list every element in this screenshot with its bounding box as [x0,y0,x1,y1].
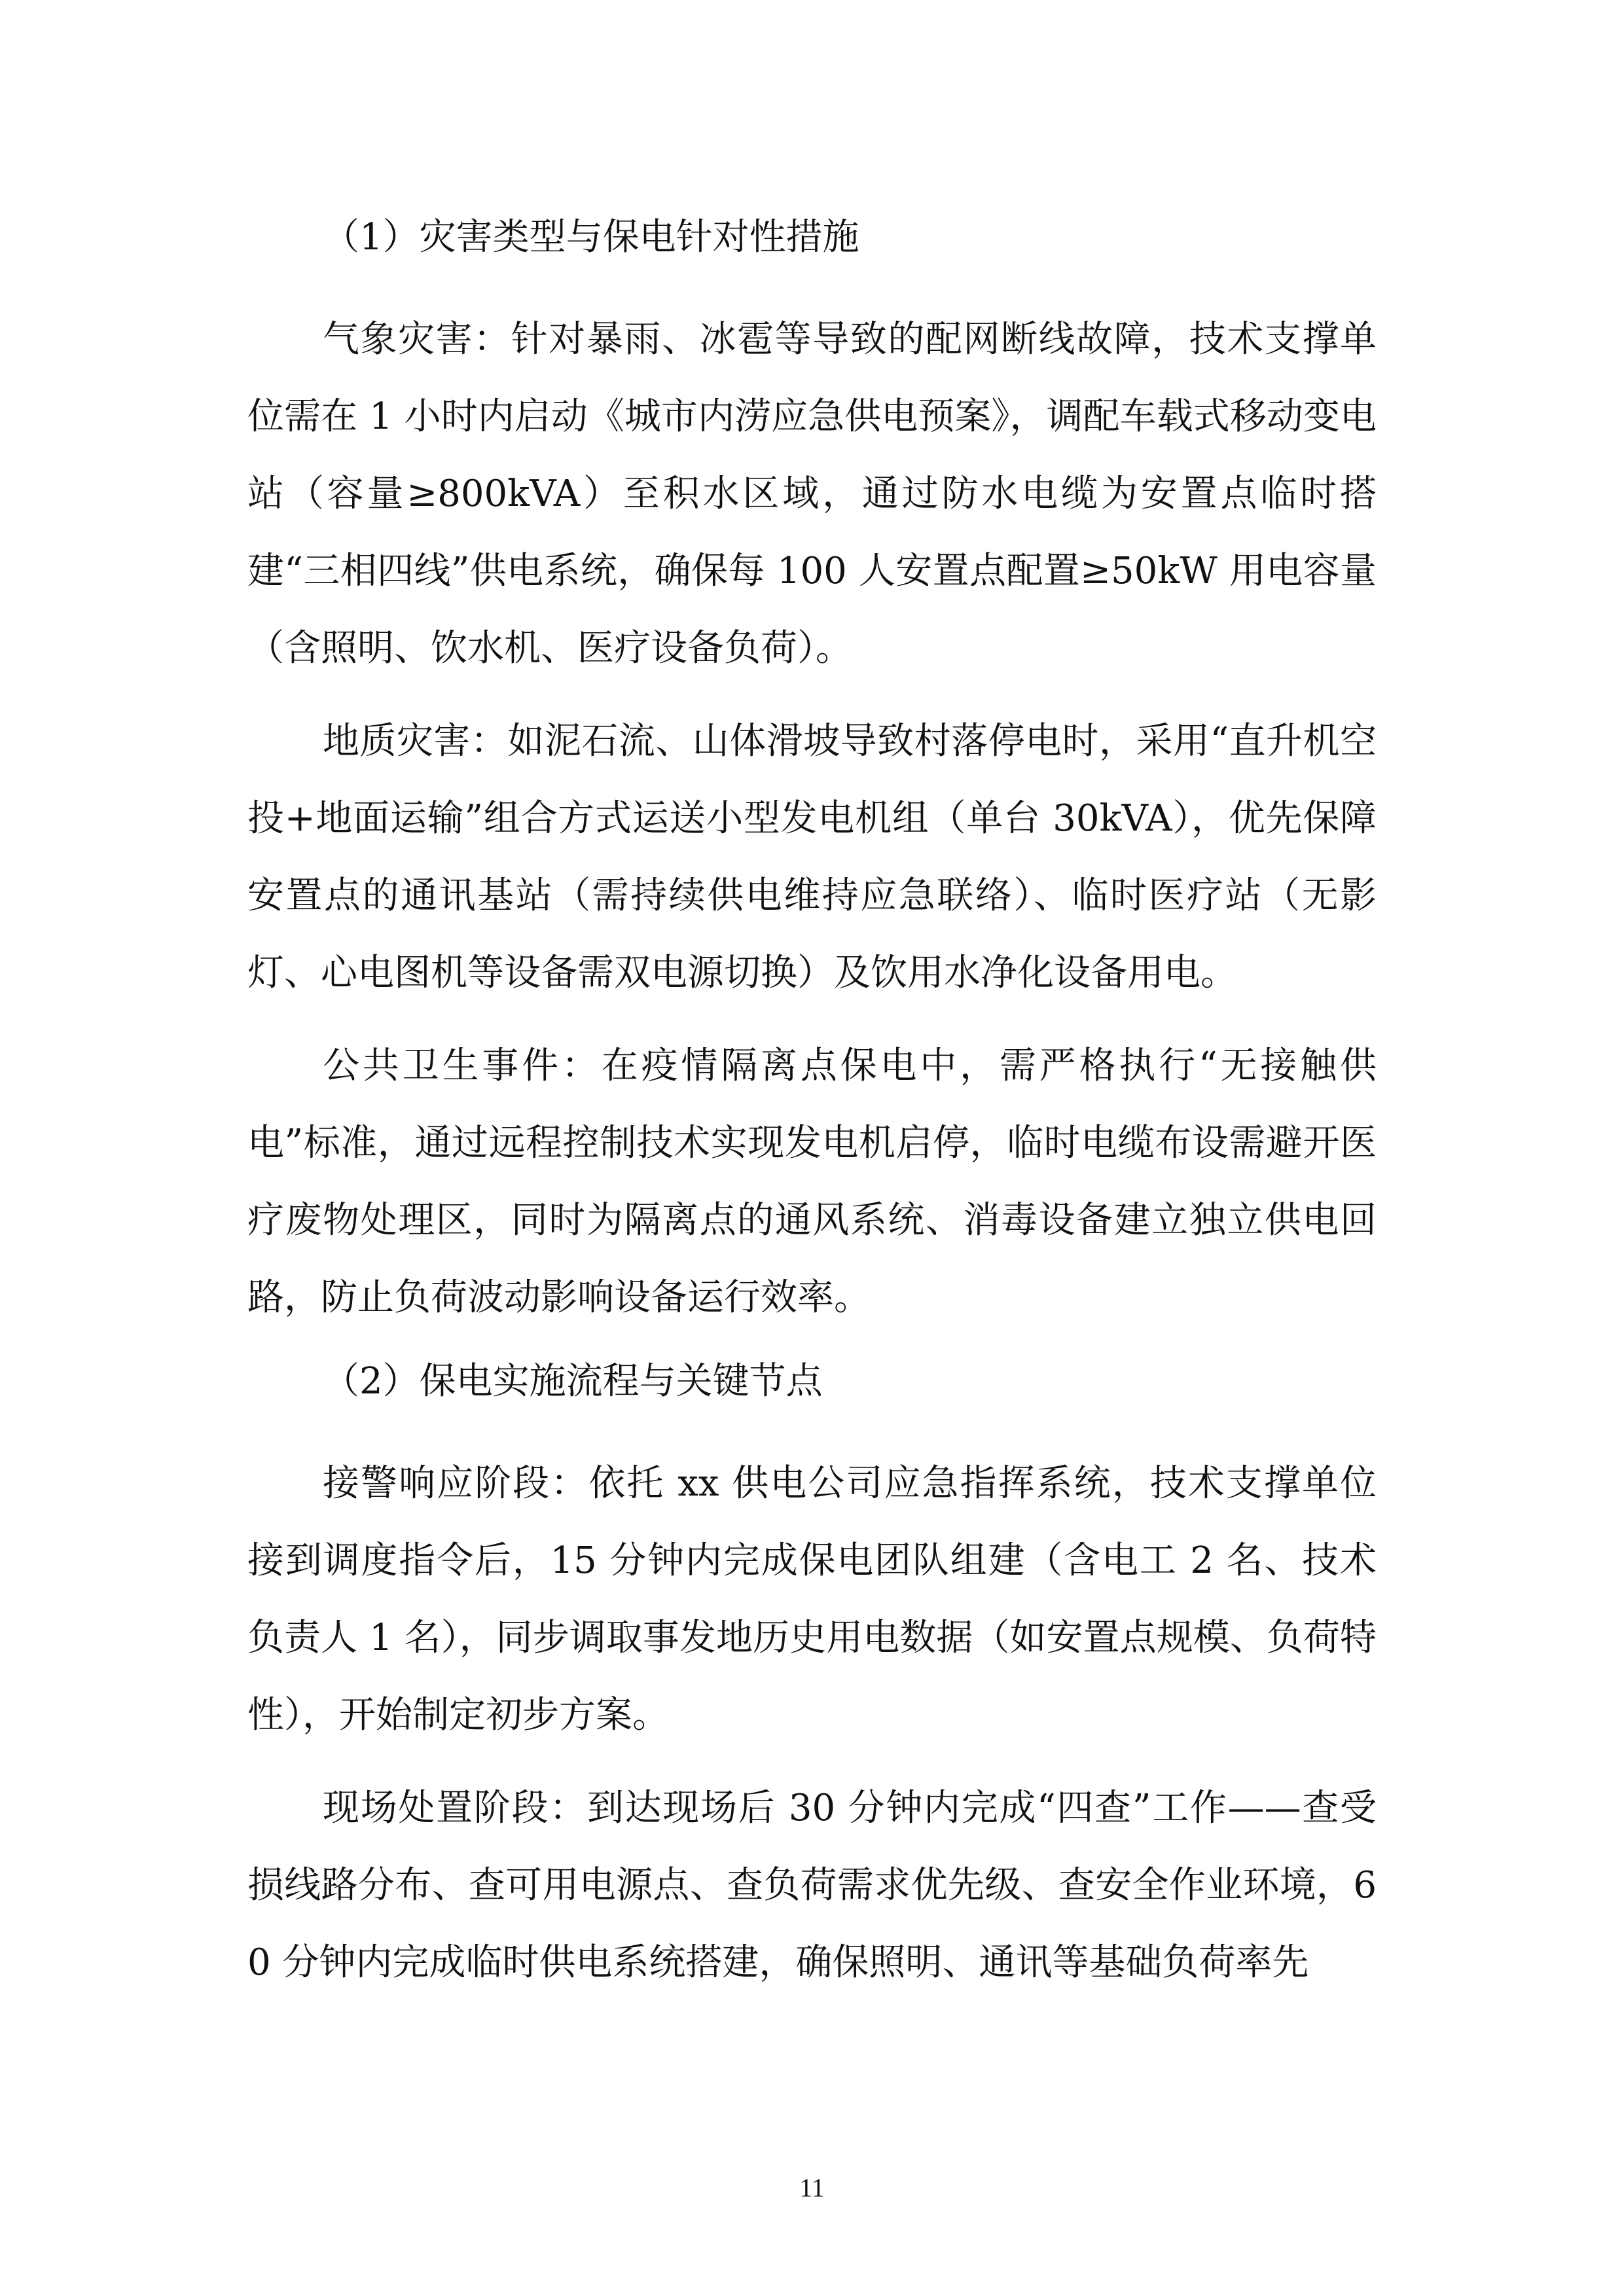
paragraph-public-health-event: 公共卫生事件：在疫情隔离点保电中，需严格执行“无接触供电”标准，通过远程控制技术实现发电机启停，临时电缆布设需避开医疗废物处理区，同时为隔离点的通风系统、消毒设备建立独立供电回路，防止负荷波动影响设备运行效率。 [247,1045,1377,1319]
paragraph-alarm-response-stage: 接警响应阶段：依托 xx 供电公司应急指挥系统，技术支撑单位接到调度指令后，15 分钟内完成保电团队组建（含电工 2 名、技术负责人 1 名），同步调取事发地历史用电数据（如安置点规模、负荷特性），开始制定初步方案。 [247,1462,1377,1736]
paragraph-geological-disaster: 地质灾害：如泥石流、山体滑坡导致村落停电时，采用“直升机空投+地面运输”组合方式运送小型发电机组（单台 30kVA），优先保障安置点的通讯基站（需持续供电维持应急联络）、临时医疗站（无影灯、心电图机等设备需双电源切换）及饮用水净化设备用电。 [247,720,1377,994]
document-body [247,208,1377,2017]
paragraph-onsite-handling-stage: 现场处置阶段：到达现场后 30 分钟内完成“四查”工作——查受损线路分布、查可用电源点、查负荷需求优先级、查安全作业环境，60 分钟内完成临时供电系统搭建，确保照明、通讯等基础负荷率先 [247,1787,1377,1984]
section-heading-disaster-types: （1）灾害类型与保电针对性措施 [323,216,859,259]
page-number: 11 [799,2173,825,2202]
paragraph-meteorological-disaster: 气象灾害：针对暴雨、冰雹等导致的配网断线故障，技术支撑单位需在 1 小时内启动《城市内涝应急供电预案》，调配车载式移动变电站（容量≥800kVA）至积水区域，通过防水电缆为安置点临时搭建“三相四线”供电系统，确保每 100 人安置点配置≥50kW 用电容量（含照明、饮水机、医疗设备负荷）。 [247,318,1377,670]
section-heading-implementation-process: （2）保电实施流程与关键节点 [323,1360,823,1403]
